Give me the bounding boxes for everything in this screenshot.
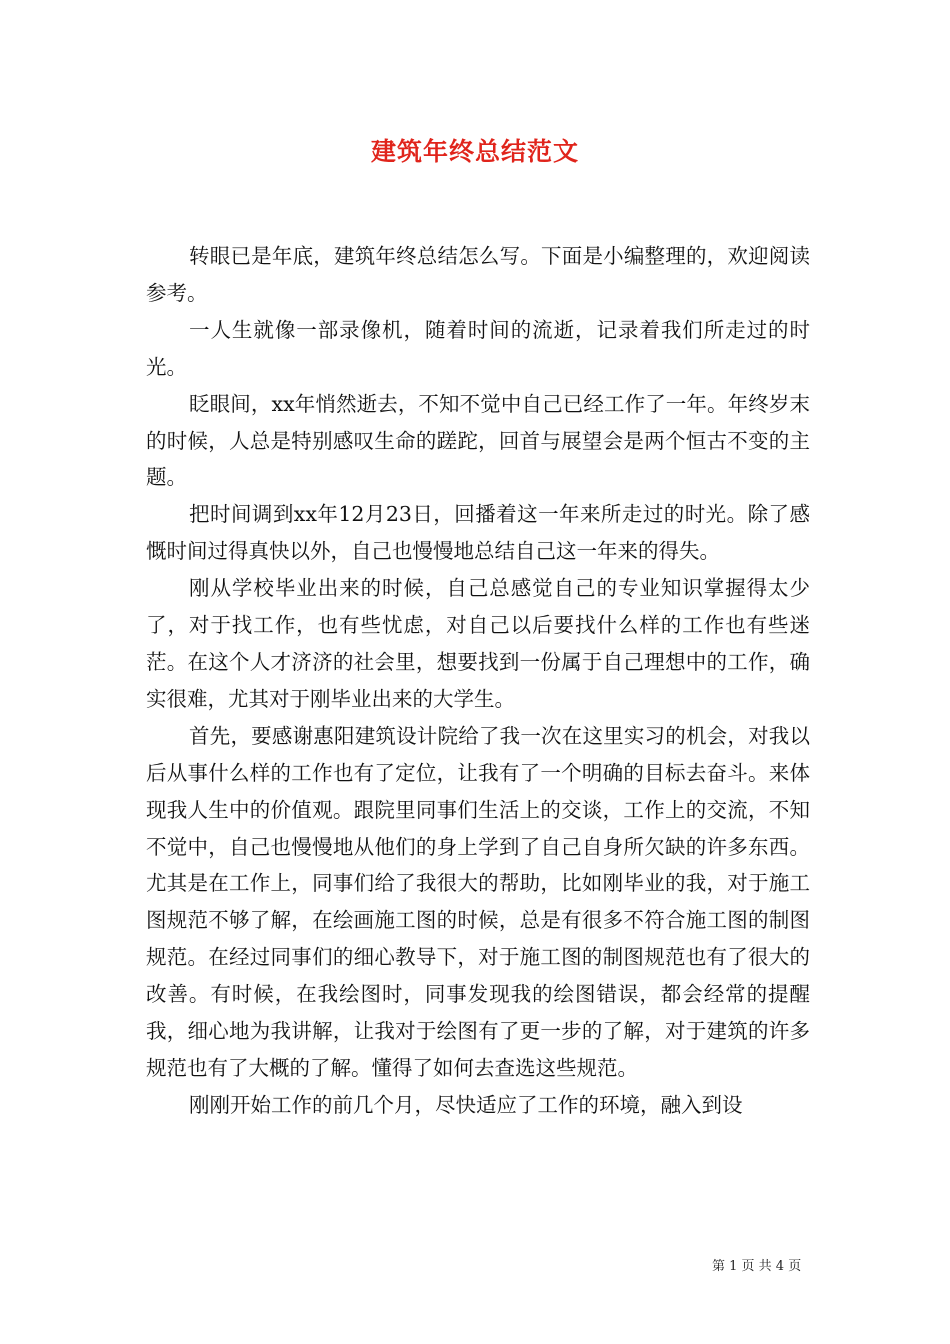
paragraph: 刚从学校毕业出来的时候，自己总感觉自己的专业知识掌握得太少了，对于找工作，也有些忧虑，对自己以后要找什么样的工作也有些迷茫。在这个人才济济的社会里，想要找到一份属于自己理想中的工作，确实很难，尤其对于刚毕业出来的大学生。 — [146, 576, 810, 711]
paragraph: 把时间调到xx年12月23日，回播着这一年来所走过的时光。除了感慨时间过得真快以外，自己也慢慢地总结自己这一年来的得失。 — [146, 502, 810, 564]
paragraph: 刚刚开始工作的前几个月，尽快适应了工作的环境，融入到设 — [189, 1092, 743, 1117]
paragraph: 一人生就像一部录像机，随着时间的流逝，记录着我们所走过的时光。 — [146, 317, 810, 379]
paragraph: 转眼已是年底，建筑年终总结怎么写。下面是小编整理的，欢迎阅读参考。 — [146, 244, 810, 305]
document-body — [146, 238, 810, 1124]
document-title: 建筑年终总结范文 — [370, 137, 579, 166]
paragraph: 眨眼间，xx年悄然逝去，不知不觉中自己已经工作了一年。年终岁末的时候，人总是特别感叹生命的蹉跎，回首与展望会是两个恒古不变的主题。 — [146, 391, 810, 490]
page-number-footer: 第 1 页 共 4 页 — [712, 1259, 802, 1274]
paragraph: 首先，要感谢惠阳建筑设计院给了我一次在这里实习的机会，对我以后从事什么样的工作也有了定位，让我有了一个明确的目标去奋斗。来体现我人生中的价值观。跟院里同事们生活上的交谈，工作上的交流，不知不觉中，自己也慢慢地从他们的身上学到了自己自身所欠缺的许多东西。尤其是在工作上，同事们给了我很大的帮助，比如刚毕业的我，对于施工图规范不够了解，在绘画施工图的时候，总是有很多不符合施工图的制图规范。在经过同事们的细心教导下，对于施工图的制图规范也有了很大的改善。有时候，在我绘图时，同事发现我的绘图错误，都会经常的提醒我，细心地为我讲解，让我对于绘图有了更一步的了解，对于建筑的许多规范也有了大概的了解。懂得了如何去查选这些规范。 — [146, 723, 810, 1080]
